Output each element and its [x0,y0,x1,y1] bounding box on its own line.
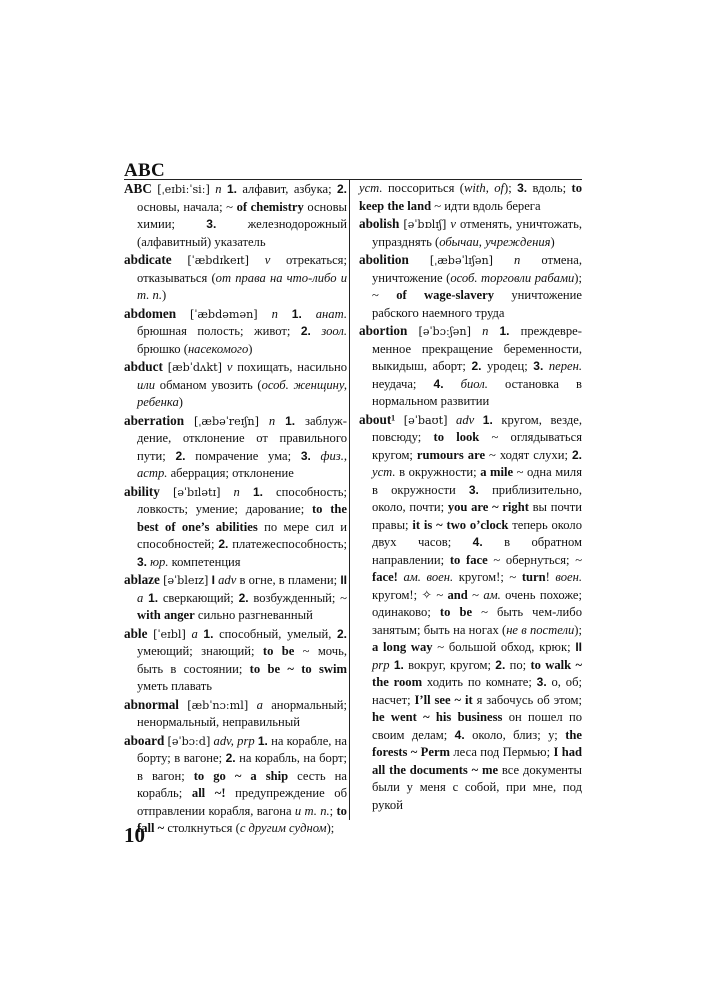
column-divider [349,180,350,820]
entry-abnormal: abnormal [æbˈnɔːml] a анормальный; ненормальный, неправильный [124,696,347,729]
page-number: 10 [124,823,145,847]
entry-continuation: уст. поссориться (with, of); 3. вдоль; to keep the land ~ идти вдоль берега [359,181,583,213]
entry-aboard: aboard [əˈbɔːd] adv, prp 1. на корабле, на борту; в вагоне; 2. на корабль, на борт; в вагон; to go ~ a ship сесть на корабль; all ~! предупреждение об отправлении корабля, вагона и т. п.; to fall ~ столкнуться (с другим судном); [124,732,347,835]
entry-abolition: abolition [ˌæbəˈlɪʃən] n отмена, уничтожение (особ. торговли рабами); ~ of wage-slavery уничтожение рабского наемного труда [359,252,583,320]
entry-able: able [ˈeɪbl] a 1. способный, умелый, 2. умеющий; знающий; to be ~ мочь, быть в состоянии; to be ~ to swim уметь плавать [124,625,347,693]
entry-abduct: abduct [æbˈdʌkt] v похищать, насильно или обманом увозить (особ. женщину, ребенка) [124,359,348,409]
entry-aberration: aberration [ˌæbəˈreɪʃn] n 1. заблуждение, отклонение от правильного пути; 2. помрачение ума; 3. физ., астр. аберрация; отклонение [124,412,347,480]
entry-abdomen: abdomen [ˈæbdəmən] n 1. анат. брюшная полость; живот; 2. зоол. брюшко (насекомого) [124,305,347,356]
entry-abolish: abolish [əˈbɒlɪʃ] v отменять, уничтожать, упразднять (обычаи, учреждения) [359,216,582,249]
right-column [359,180,582,814]
left-column [124,180,347,838]
entry-abdicate: abdicate [ˈæbdɪkeɪt] v отрекаться; отказываться (от права на что-либо и т. п.) [124,252,347,302]
entry-ablaze: ablaze [əˈbleɪz] I adv в огне, в пламени; II a 1. сверкающий; 2. возбужденный; ~ with anger сильно разгневанный [124,572,347,622]
page-header: ABC [124,160,166,181]
entry-abortion: abortion [əˈbɔːʃən] n 1. преждевременное прекращение беременности, выкидыш, аборт; 2. уродец; 3. перен. неудача; 4. биол. остановка в нормальном развитии [359,323,582,408]
entry-ability: ability [əˈbɪlətɪ] n 1. способность; ловкость; умение; дарование; to the best of one’s abilities по мере сил и способностей; 2. платежеспособность; 3. юр. компетенция [124,483,348,569]
entry-about: about¹ [əˈbaʊt] adv 1. кругом, везде, повсюду; to look ~ оглядываться кругом; rumours are ~ ходят слухи; 2. уст. в окружности; a mile ~ одна миля в окружности 3. приблизительно, около, почти; you are ~ right вы почти правы; it is ~ two o’clock теперь около двух часов; 4. в обратном направлении; to face ~ обернуться; ~ face! ам. воен. кругом!; ~ turn! воен. кругом!; ✧ ~ and ~ ам. очень похоже; одинаково; to be ~ быть чем-либо занятым; быть на ногах (не в постели); a long way ~ большой обход, крюк; II prp 1. вокруг, кругом; 2. по; to walk ~ the room ходить по комнате; 3. о, об; насчет; I’ll see ~ it я забочусь об этом; he went ~ his business он пошел по своим делам; 4. около, близ; у; the forests ~ Perm леса под Пермью; I had all the documents ~ me все документы были у меня с собой, при мне, под рукой [359,411,583,812]
entry-abc: ABC [ˌeɪbiːˈsiː] n 1. алфавит, азбука; 2. основы, начала; ~ of chemistry основы химии; 3. железнодорожный (алфавитный) указатель [124,181,348,249]
